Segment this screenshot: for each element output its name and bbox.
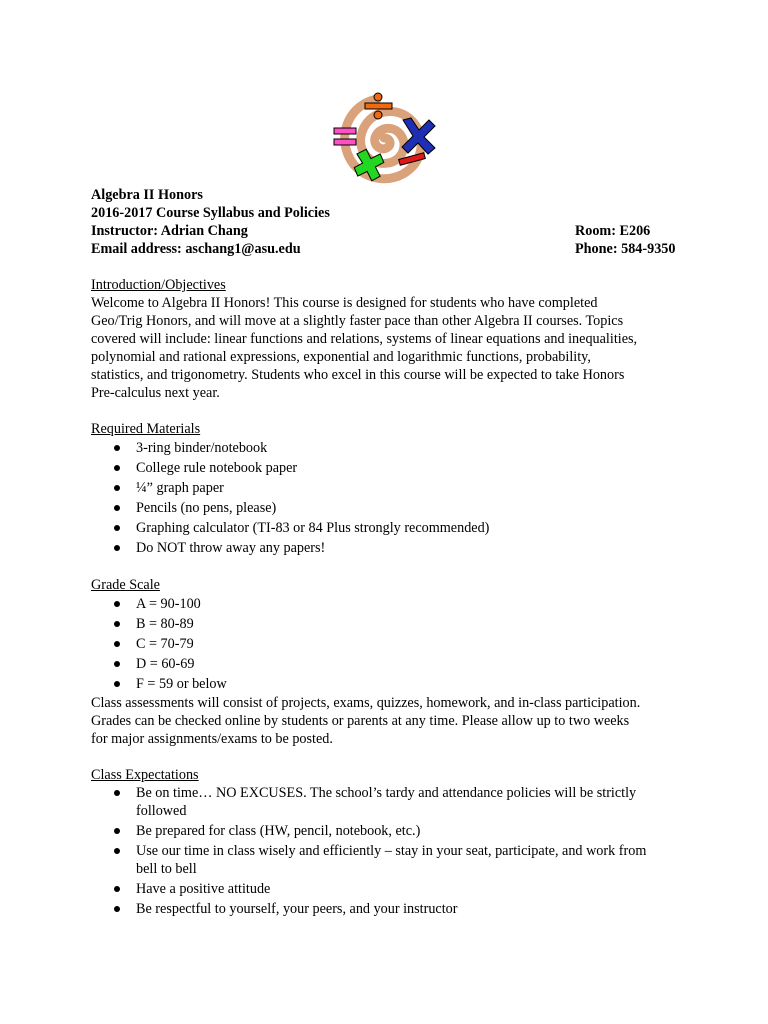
phone-number: Phone: 584-9350 <box>575 241 676 257</box>
syllabus-title: 2016-2017 Course Syllabus and Policies <box>91 205 330 221</box>
assessment-line: for major assignments/exams to be posted. <box>91 731 333 747</box>
bullet-icon <box>114 621 120 627</box>
list-item: Do NOT throw away any papers! <box>91 538 681 558</box>
list-item: A = 90-100 <box>91 594 681 614</box>
room-number: Room: E206 <box>575 223 651 239</box>
list-item: F = 59 or below <box>91 674 681 694</box>
materials-list <box>91 438 681 558</box>
bullet-icon <box>114 641 120 647</box>
assessment-line: Class assessments will consist of projects, exams, quizzes, homework, and in-class participation. <box>91 695 641 711</box>
list-item: Graphing calculator (TI-83 or 84 Plus strongly recommended) <box>91 518 681 538</box>
syllabus-content <box>91 276 681 920</box>
intro-line: Welcome to Algebra II Honors! This course is designed for students who have completed <box>91 295 598 311</box>
list-item: Be respectful to yourself, your peers, and your instructor <box>91 900 681 920</box>
list-item: C = 70-79 <box>91 634 681 654</box>
bullet-icon <box>114 681 120 687</box>
list-item: Use our time in class wisely and efficiently – stay in your seat, participate, and work from bell to bell <box>91 842 681 880</box>
bullet-icon <box>114 906 120 912</box>
intro-line: polynomial and rational expressions, exponential and logarithmic functions, probability, <box>91 349 591 365</box>
bullet-icon <box>114 465 120 471</box>
list-item: D = 60-69 <box>91 654 681 674</box>
list-item: Have a positive attitude <box>91 880 681 900</box>
email-address: Email address: aschang1@asu.edu <box>91 241 301 257</box>
list-item: Be prepared for class (HW, pencil, notebook, etc.) <box>91 822 681 842</box>
bullet-icon <box>114 485 120 491</box>
expectations-heading: Class Expectations <box>91 767 199 783</box>
course-name: Algebra II Honors <box>91 187 203 203</box>
assessment-paragraph <box>91 694 681 748</box>
intro-line: statistics, and trigonometry. Students who excel in this course will be expected to take Honors <box>91 367 625 383</box>
list-item: ¼” graph paper <box>91 478 681 498</box>
intro-line: Pre-calculus next year. <box>91 385 220 401</box>
intro-heading: Introduction/Objectives <box>91 277 226 293</box>
bullet-icon <box>114 445 120 451</box>
bullet-icon <box>114 886 120 892</box>
bullet-icon <box>114 848 120 854</box>
list-item: College rule notebook paper <box>91 458 681 478</box>
bullet-icon <box>114 661 120 667</box>
math-operators-logo-icon <box>329 90 439 186</box>
bullet-icon <box>114 601 120 607</box>
bullet-icon <box>114 545 120 551</box>
bullet-icon <box>114 525 120 531</box>
list-item: Be on time… NO EXCUSES. The school’s tardy and attendance policies will be strictly followed <box>91 784 681 822</box>
expectations-list <box>91 784 681 920</box>
bullet-icon <box>114 828 120 834</box>
bullet-icon <box>114 505 120 511</box>
list-item: Pencils (no pens, please) <box>91 498 681 518</box>
bullet-icon <box>114 790 120 796</box>
instructor-name: Instructor: Adrian Chang <box>91 223 248 239</box>
intro-line: covered will include: linear functions and relations, systems of linear equations and inequalities, <box>91 331 638 347</box>
grade-scale-heading: Grade Scale <box>91 577 160 593</box>
assessment-line: Grades can be checked online by students or parents at any time. Please allow up to two weeks <box>91 713 630 729</box>
course-header <box>91 186 681 258</box>
list-item: 3-ring binder/notebook <box>91 438 681 458</box>
grade-scale-list <box>91 594 681 694</box>
materials-heading: Required Materials <box>91 421 201 437</box>
list-item: B = 80-89 <box>91 614 681 634</box>
intro-line: Geo/Trig Honors, and will move at a slightly faster pace than other Algebra II courses. Topics <box>91 313 624 329</box>
intro-paragraph <box>91 294 681 402</box>
